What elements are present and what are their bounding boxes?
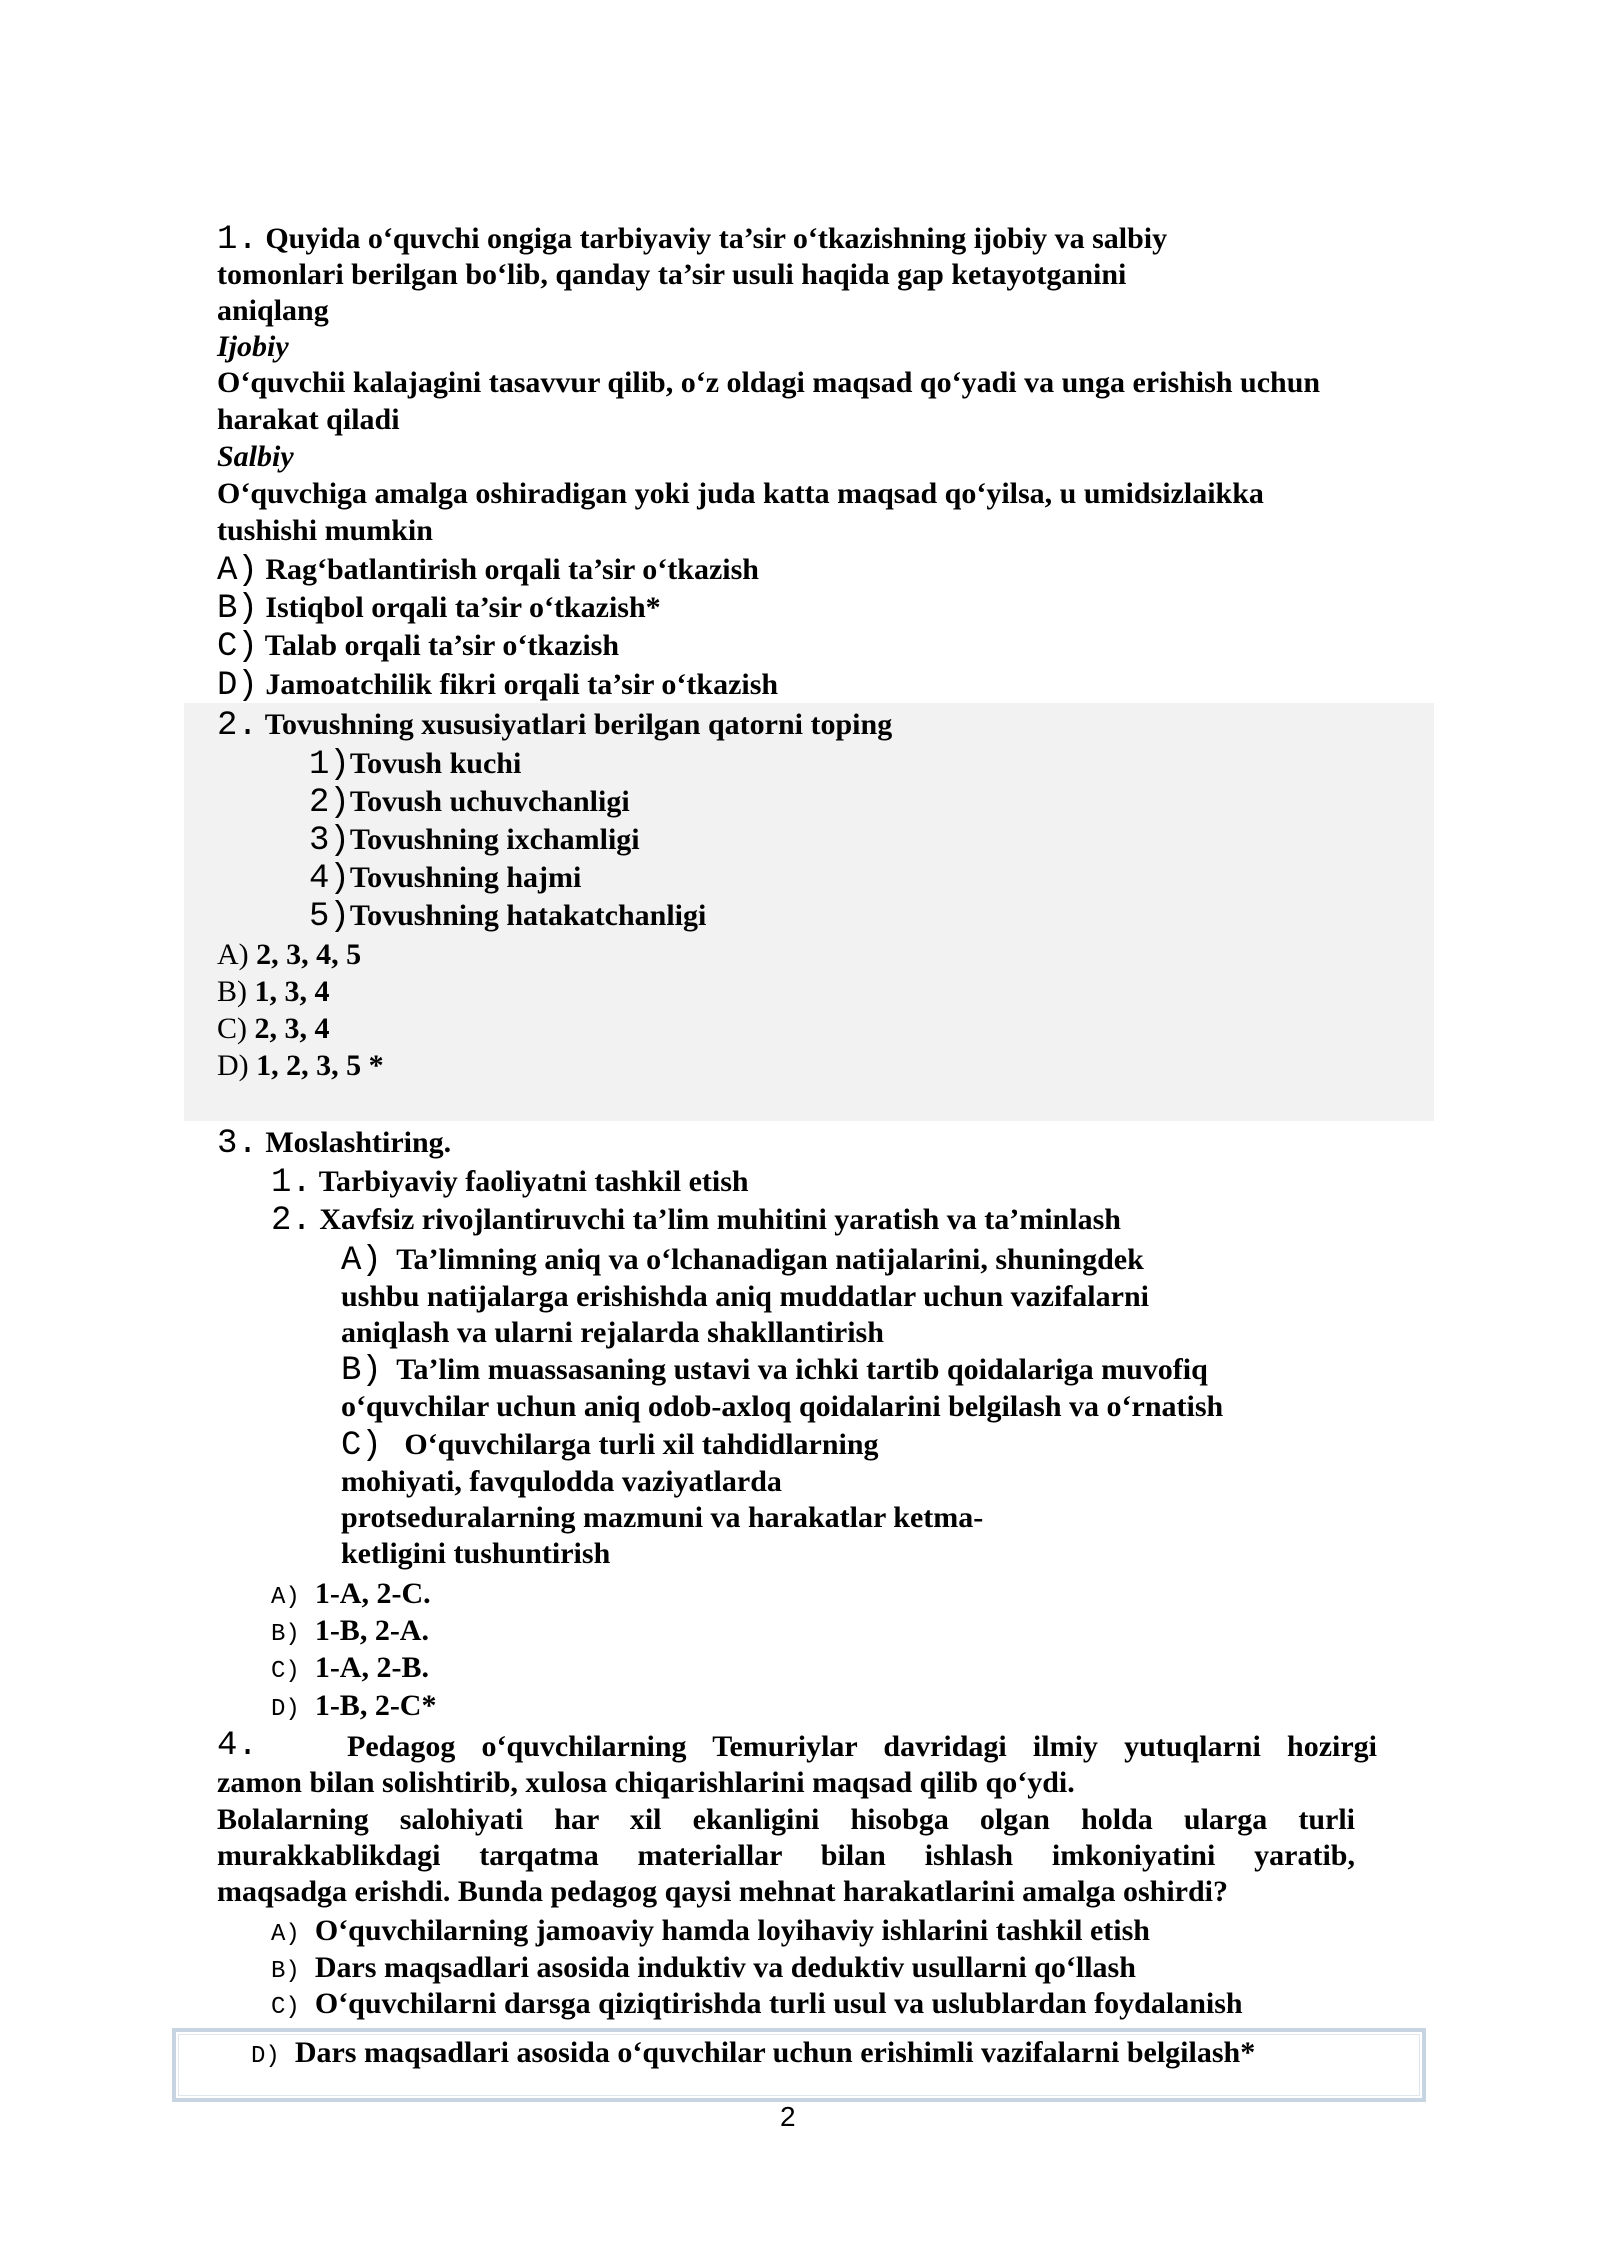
item-text: Tovushning hajmi bbox=[349, 861, 582, 894]
answer-option[interactable] bbox=[217, 1047, 384, 1084]
question-1-line bbox=[217, 220, 1167, 259]
ijobiy-text: harakat qiladi bbox=[217, 403, 400, 436]
option-letter: C) bbox=[217, 1012, 247, 1045]
item-number: 4) bbox=[309, 860, 350, 898]
answer-option[interactable] bbox=[217, 973, 330, 1010]
match-choice-b-text: o‘quvchilar uchun aniq odob-axloq qoidalarini belgilash va o‘rnatish bbox=[341, 1390, 1224, 1423]
item-text: Tarbiyaviy faoliyatni tashkil etish bbox=[318, 1165, 749, 1198]
question-4-line: Bolalarning salohiyati har xil ekanligini hisobga olgan holda ularga turli bbox=[217, 1803, 1355, 1836]
question-text: Pedagog o‘quvchilarning Temuriylar davridagi ilmiy yutuqlarni hozirgi bbox=[347, 1730, 1377, 1763]
list-item bbox=[309, 897, 706, 936]
salbiy-text: O‘quvchiga amalga oshiradigan yoki juda katta maqsad qo‘yilsa, u umidsizlaikka bbox=[217, 477, 1264, 510]
option-letter: A) bbox=[271, 1584, 300, 1611]
question-number: 2. bbox=[217, 707, 258, 745]
page-number: 2 bbox=[780, 2101, 796, 2132]
option-text: 2, 3, 4 bbox=[254, 1012, 330, 1045]
answer-option[interactable] bbox=[217, 666, 778, 705]
item-number: 2) bbox=[309, 784, 350, 822]
option-text: Istiqbol orqali ta’sir o‘tkazish* bbox=[265, 591, 661, 624]
choice-text: Ta’lim muassasaning ustavi va ichki tartib qoidalariga muvofiq bbox=[396, 1353, 1208, 1386]
answer-option[interactable] bbox=[271, 1912, 1150, 1953]
list-item bbox=[309, 745, 521, 784]
match-choice-a-text: aniqlash va ularni rejalarda shakllantirish bbox=[341, 1316, 884, 1349]
option-text: O‘quvchilarning jamoaviy hamda loyihaviy ishlarini tashkil etish bbox=[314, 1914, 1150, 1947]
question-number: 1. bbox=[217, 221, 258, 259]
option-letter: A) bbox=[217, 938, 249, 971]
option-text: 1-A, 2-B. bbox=[314, 1651, 429, 1684]
item-text: Tovushning ixchamligi bbox=[349, 823, 640, 856]
item-number: 3) bbox=[309, 822, 350, 860]
question-text: Tovushning xususiyatlari berilgan qatorni toping bbox=[264, 708, 893, 741]
answer-option[interactable] bbox=[271, 1649, 429, 1690]
option-letter: B) bbox=[217, 590, 258, 628]
option-letter: A) bbox=[217, 552, 258, 590]
question-4-line bbox=[217, 1728, 1377, 1765]
choice-text: Ta’limning aniq va o‘lchanadigan natijalarini, shuningdek bbox=[396, 1243, 1144, 1276]
match-choice-c-text: ketligini tushuntirish bbox=[341, 1537, 611, 1570]
option-text: 1, 3, 4 bbox=[254, 975, 330, 1008]
option-letter: D) bbox=[271, 1696, 300, 1723]
answer-option[interactable] bbox=[217, 627, 619, 666]
option-text: 1-A, 2-C. bbox=[314, 1577, 431, 1610]
question-3-line bbox=[217, 1124, 451, 1163]
option-letter: D) bbox=[217, 667, 258, 705]
match-item bbox=[271, 1201, 1121, 1240]
question-2-line bbox=[217, 706, 892, 745]
option-text: 1-B, 2-C* bbox=[314, 1689, 437, 1722]
question-1-line: aniqlang bbox=[217, 294, 329, 327]
match-item bbox=[271, 1163, 749, 1202]
item-number: 5) bbox=[309, 898, 350, 936]
option-letter: C) bbox=[217, 628, 258, 666]
match-choice-c bbox=[341, 1426, 879, 1465]
item-text: Tovush kuchi bbox=[349, 747, 522, 780]
ijobiy-text: O‘quvchii kalajagini tasavvur qilib, o‘z oldagi maqsad qo‘yadi va unga erishish uchun bbox=[217, 366, 1321, 399]
option-text: O‘quvchilarni darsga qiziqtirishda turli usul va uslublardan foydalanish bbox=[314, 1987, 1243, 2020]
question-number: 4. bbox=[217, 1727, 258, 1765]
answer-option[interactable] bbox=[217, 551, 759, 590]
question-4-line: zamon bilan solishtirib, xulosa chiqarishlarini maqsad qilib qo‘ydi. bbox=[217, 1766, 1075, 1799]
answer-option[interactable] bbox=[271, 1949, 1136, 1990]
item-number: 1) bbox=[309, 746, 350, 784]
choice-text: O‘quvchilarga turli xil tahdidlarning bbox=[404, 1428, 879, 1461]
option-text: Talab orqali ta’sir o‘tkazish bbox=[264, 629, 620, 662]
option-letter: C) bbox=[271, 1994, 300, 2021]
option-text: Dars maqsadlari asosida o‘quvchilar uchun erishimli vazifalarni belgilash* bbox=[294, 2036, 1256, 2069]
match-choice-a bbox=[341, 1241, 1144, 1280]
list-item bbox=[309, 821, 640, 860]
option-letter: C) bbox=[271, 1658, 300, 1685]
question-1-line: tomonlari berilgan bo‘lib, qanday ta’sir usuli haqida gap ketayotganini bbox=[217, 258, 1127, 291]
option-text: 1-B, 2-A. bbox=[314, 1614, 429, 1647]
option-text: Rag‘batlantirish orqali ta’sir o‘tkazish bbox=[265, 553, 759, 586]
answer-option[interactable] bbox=[271, 1612, 429, 1653]
answer-option[interactable] bbox=[271, 1575, 431, 1616]
item-number: 2. bbox=[271, 1202, 312, 1240]
answer-option[interactable] bbox=[271, 1687, 436, 1728]
salbiy-text: tushishi mumkin bbox=[217, 514, 433, 547]
list-item bbox=[309, 783, 630, 822]
match-choice-c-text: mohiyati, favqulodda vaziyatlarda bbox=[341, 1465, 782, 1498]
option-text: Dars maqsadlari asosida induktiv va deduktiv usullarni qo‘llash bbox=[314, 1951, 1136, 1984]
question-text: Quyida o‘quvchi ongiga tarbiyaviy ta’sir o‘tkazishning ijobiy va salbiy bbox=[265, 222, 1168, 255]
match-choice-a-text: ushbu natijalarga erishishda aniq muddatlar uchun vazifalarni bbox=[341, 1280, 1149, 1313]
match-choice-b bbox=[341, 1351, 1208, 1390]
question-4-line: maqsadga erishdi. Bunda pedagog qaysi mehnat harakatlarini amalga oshirdi? bbox=[217, 1875, 1229, 1908]
list-item bbox=[309, 859, 581, 898]
answer-option[interactable] bbox=[251, 2034, 1255, 2075]
answer-option[interactable] bbox=[217, 589, 661, 628]
question-number: 3. bbox=[217, 1125, 258, 1163]
answer-option[interactable] bbox=[217, 1010, 330, 1047]
match-choice-c-text: protseduralarning mazmuni va harakatlar ketma- bbox=[341, 1501, 984, 1534]
option-letter: D) bbox=[217, 1049, 249, 1082]
item-text: Tovushning hatakatchanligi bbox=[349, 899, 707, 932]
ijobiy-label: Ijobiy bbox=[217, 330, 289, 363]
option-text: 1, 2, 3, 5 * bbox=[256, 1049, 384, 1082]
option-letter: D) bbox=[251, 2043, 280, 2070]
answer-option[interactable] bbox=[217, 936, 361, 973]
answer-option[interactable] bbox=[271, 1985, 1243, 2026]
question-text: Moslashtiring. bbox=[265, 1126, 452, 1159]
choice-letter: B) bbox=[341, 1352, 382, 1390]
item-number: 1. bbox=[271, 1164, 312, 1202]
question-4-line: murakkablikdagi tarqatma materiallar bilan ishlash imkoniyatini yaratib, bbox=[217, 1839, 1355, 1872]
option-letter: B) bbox=[271, 1958, 300, 1985]
choice-letter: A) bbox=[341, 1242, 382, 1280]
option-letter: B) bbox=[217, 975, 247, 1008]
item-text: Xavfsiz rivojlantiruvchi ta’lim muhitini yaratish va ta’minlash bbox=[319, 1203, 1121, 1236]
option-text: 2, 3, 4, 5 bbox=[256, 938, 362, 971]
item-text: Tovush uchuvchanligi bbox=[349, 785, 630, 818]
option-letter: A) bbox=[271, 1921, 300, 1948]
choice-letter: C) bbox=[341, 1427, 382, 1465]
option-text: Jamoatchilik fikri orqali ta’sir o‘tkazish bbox=[265, 668, 779, 701]
option-letter: B) bbox=[271, 1621, 300, 1648]
salbiy-label: Salbiy bbox=[217, 440, 294, 473]
